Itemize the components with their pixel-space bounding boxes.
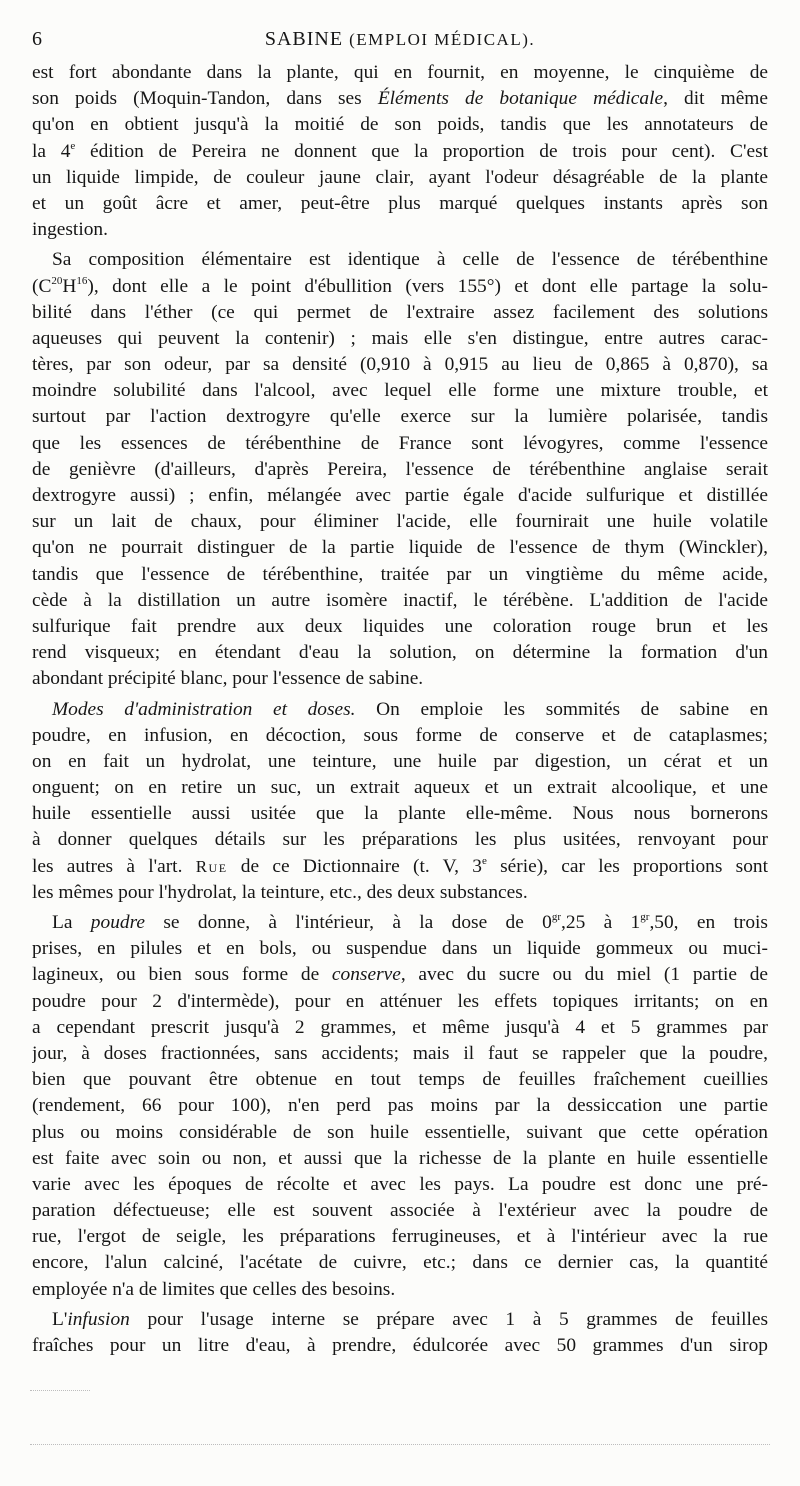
text-line: poudre, en infusion, en décoction, sous forme de conserve et de cataplasmes;: [32, 724, 768, 746]
text-line: (rendement, 66 pour 100), n'en perd pas moins par la dessiccation une partie: [32, 1095, 768, 1117]
text-line: Modes d'administration et doses. On emploie les sommités de sabine en: [52, 698, 768, 720]
text-line: tandis que l'essence de térébenthine, traitée par un vingtième du même acide,: [32, 563, 768, 585]
paragraph-3: [32, 697, 768, 907]
paragraph-2: [32, 247, 768, 692]
text-line: ingestion.: [32, 219, 108, 241]
running-head: [32, 28, 768, 51]
text-line: bien que pouvant être obtenue en tout temps de feuilles fraîchement cueillies: [32, 1069, 768, 1091]
section-heading: Modes d'administration et doses.: [52, 698, 356, 720]
page-number: 6: [32, 28, 42, 50]
text-line: fraîches pour un litre d'eau, à prendre, édulcorée avec 50 grammes d'un sirop: [32, 1335, 768, 1356]
text-line: poudre pour 2 d'intermède), pour en atténuer les effets topiques irritants; on en: [32, 990, 768, 1012]
text-line: onguent; on en retire un suc, un extrait aqueux et un extrait alcoolique, et une: [32, 777, 768, 799]
text-line: a cependant prescrit jusqu'à 2 grammes, et même jusqu'à 4 et 5 grammes par: [32, 1016, 768, 1038]
text-line: dextrogyre aussi) ; enfin, mélangée avec partie égale d'acide sulfurique et distillée: [32, 485, 768, 506]
text-line: sulfurique fait prendre aux deux liquides une coloration rouge brun et les: [32, 615, 768, 637]
text-line: et un goût âcre et amer, peut-être plus marqué quelques instants après son: [32, 192, 768, 214]
text-line: lagineux, ou bien sous forme de conserve, avec du sucre ou du miel (1 partie de: [32, 964, 768, 986]
running-head-title: SABINE: [264, 28, 344, 50]
text-line: rue, l'ergot de seigle, les préparations ferrugineuses, et à l'intérieur avec la rue: [32, 1226, 768, 1248]
text-line: La poudre se donne, à l'intérieur, à la dose de $0^{gr},25$ à $1^{gr},50$, en trois: [52, 911, 768, 933]
text-line: aqueuses qui peuvent la contenir) ; mais elle s'en distingue, entre autres carac-: [32, 327, 768, 349]
text-line: qu'on ne pourrait distinguer de la partie liquide de l'essence de thym (Winckler),: [32, 537, 768, 559]
text-line: est faite avec soin ou non, et aussi que la richesse de la plante en huile essentielle: [32, 1147, 768, 1169]
text-line: rend visqueux; en étendant d'eau la solution, on détermine la formation d'un: [32, 642, 768, 664]
paragraph-1: [32, 60, 768, 243]
text-line: on en fait un hydrolat, une teinture, une huile par digestion, un cérat et un: [32, 750, 768, 772]
scan-mark: [30, 1444, 770, 1445]
text-line: est fort abondante dans la plante, qui en fournit, en moyenne, le cinquième de: [32, 62, 768, 83]
text-line: qu'on en obtient jusqu'à la moitié de son poids, tandis que les annotateurs de: [32, 114, 768, 136]
text-line: bilité dans l'éther (ce qui permet de l'extraire assez facilement des solutions: [32, 301, 768, 323]
text-line: de genièvre (d'ailleurs, d'après Pereira, l'essence de térébenthine anglaise serait: [32, 458, 768, 480]
text-line: abondant précipité blanc, pour l'essence de sabine.: [32, 668, 424, 690]
scan-mark: [30, 1390, 90, 1391]
page-header: [32, 28, 768, 52]
text-line: que les essences de térébenthine de France sont lévogyres, comme l'essence: [32, 432, 768, 454]
text-line: prises, en pilules et en bols, ou suspendue dans un liquide gommeux ou muci-: [32, 938, 768, 960]
cross-reference: Rue: [195, 856, 228, 876]
text-line: huile essentielle aussi usitée que la plante elle-même. Nous nous bornerons: [32, 803, 768, 825]
text-line: jour, à doses fractionnées, sans accidents; mais il faut se rappeler que la poudre,: [32, 1042, 768, 1064]
text-line: encore, l'alun calciné, l'acétate de cuivre, etc.; dans ce dernier cas, la quantité: [32, 1252, 768, 1274]
text-line: les mêmes pour l'hydrolat, la teinture, etc., des deux substances.: [32, 881, 528, 903]
book-title: Éléments de botanique médicale: [377, 88, 664, 110]
paragraph-4: [32, 910, 768, 1303]
scan-noise: [30, 1380, 770, 1460]
text-line: un liquide limpide, de couleur jaune clair, ayant l'odeur désagréable de la plante: [32, 166, 768, 188]
text-line: varie avec les époques de récolte et avec les pays. La poudre est donc une pré-: [32, 1173, 768, 1195]
text-line: surtout par l'action dextrogyre qu'elle exerce sur la lumière polarisée, tandis: [32, 406, 768, 428]
text-line: sur un lait de chaux, pour éliminer l'acide, elle fournirait une huile volatile: [32, 511, 768, 533]
text-line: paration défectueuse; elle est souvent associée à l'extérieur avec la poudre de: [32, 1200, 768, 1222]
page-body: [32, 60, 768, 1359]
text-line: cède à la distillation un autre isomère inactif, le térébène. L'addition de l'acide: [32, 589, 768, 611]
text-line: son poids (Moquin-Tandon, dans ses Éléments de botanique médicale, dit même: [32, 88, 768, 110]
text-line: L'infusion pour l'usage interne se prépare avec 1 à 5 grammes de feuilles: [52, 1308, 768, 1330]
text-line: moindre solubilité dans l'alcool, avec lequel elle forme une mixture trouble, et: [32, 380, 768, 402]
running-head-subtitle: (EMPLOI MÉDICAL).: [349, 30, 536, 49]
text-line: employée n'a de limites que celles des besoins.: [32, 1278, 396, 1300]
paragraph-5: [32, 1307, 768, 1359]
text-line: à donner quelques détails sur les préparations les plus usitées, renvoyant pour: [32, 829, 768, 851]
text-line: tères, par son odeur, par sa densité (0,910 à 0,915 au lieu de 0,865 à 0,870), sa: [32, 354, 768, 376]
text-line: Sa composition élémentaire est identique à celle de l'essence de térébenthine: [52, 249, 768, 271]
text-line: la 4e édition de Pereira ne donnent que la proportion de trois pour cent). C'est: [32, 139, 768, 162]
text-line: plus ou moins considérable de son huile essentielle, suivant que cette opération: [32, 1121, 768, 1143]
text-line: $(C^{20}H^{16})$, dont elle a le point d'ébullition (vers 155°) et dont elle partage la solu-: [32, 274, 768, 297]
text-line: les autres à l'art. Rue de ce Dictionnaire (t. V, 3e série), car les proportions sont: [32, 854, 768, 877]
